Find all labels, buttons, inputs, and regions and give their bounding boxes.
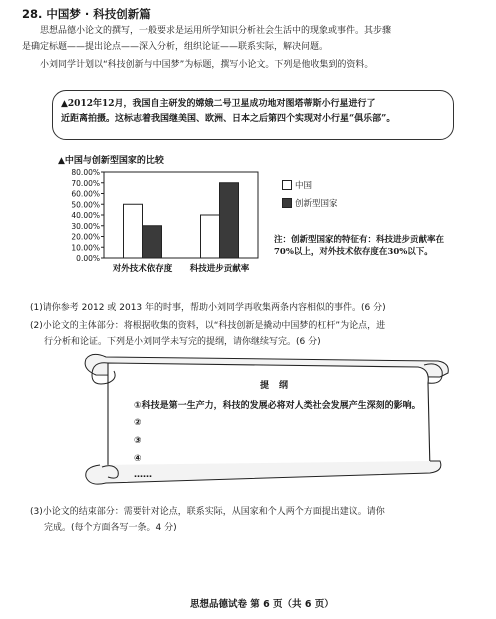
y-tick-label: 60.00% <box>71 189 100 199</box>
chart-note: 注：创新型国家的特征有：科技进步贡献率在70%以上，对外技术依存度在30%以下。 <box>274 235 445 257</box>
y-tick-label: 50.00% <box>71 200 100 210</box>
y-tick-label: 20.00% <box>71 232 100 242</box>
legend-label-china: 中国 <box>295 181 313 191</box>
x-category-label: 科技进步贡献率 <box>189 264 250 274</box>
news-line-1: ▲2012年12月，我国自主研发的嫦娥二号卫星成功地对图塔蒂斯小行星进行了 <box>61 99 376 109</box>
legend-item-china <box>282 179 312 191</box>
y-tick-label: 40.00% <box>71 211 100 220</box>
intro-line-1: 思想品德小论文的撰写，一般要求是运用所学知识分析社会生活中的现象或事件。其步骤 <box>40 26 392 36</box>
intro-line-3: 小刘同学计划以“科技创新与中国梦”为标题，撰写小论文。下列是他收集到的资料。 <box>40 60 374 70</box>
question-3-line-1: (3)小论文的结束部分：需要针对论点，联系实际，从国家和个人两个方面提出建议。请你 <box>30 507 385 517</box>
outline-item-1: ①科技是第一生产力，科技的发展必将对人类社会发展产生深刻的影响。 <box>134 401 421 411</box>
legend-swatch-innovative <box>282 198 292 208</box>
question-2-line-2: 行分析和论证。下列是小刘同学未写完的提纲，请你继续写完。(6 分) <box>44 337 321 347</box>
comparison-chart <box>60 166 270 278</box>
legend-item-innovative <box>282 197 338 209</box>
outline-item-4: ④ <box>134 454 142 464</box>
legend-label-innovative: 创新型国家 <box>295 199 338 209</box>
page-footer: 思想品德试卷 第 6 页（共 6 页） <box>190 599 334 610</box>
bar-innovative-0 <box>143 226 162 258</box>
news-line-2: 近距离拍摄。这标志着我国继美国、欧洲、日本之后第四个实现对小行星“俱乐部”。 <box>61 114 396 124</box>
legend-swatch-china <box>282 180 292 190</box>
y-tick-label: 30.00% <box>71 221 100 231</box>
news-box <box>52 90 454 140</box>
y-tick-label: 80.00% <box>71 168 100 177</box>
news-text <box>61 97 445 127</box>
question-1: (1)请你参考 2012 或 2013 年的时事，帮助小刘同学再收集两条内容相似的事件。(6 分) <box>30 303 386 313</box>
y-tick-label: 0.00% <box>76 254 100 263</box>
outline-item-3: ③ <box>134 436 142 446</box>
x-category-label: 对外技术依存度 <box>112 264 173 274</box>
outline-item-5: …… <box>134 470 152 480</box>
outline-item-2: ② <box>134 418 142 428</box>
y-tick-label: 10.00% <box>71 243 100 253</box>
chart-title: ▲中国与创新型国家的比较 <box>58 156 164 166</box>
intro-line-2: 是确定标题——提出论点——深入分析，组织论证——联系实际，解决问题。 <box>22 42 329 52</box>
question-3-line-2: 完成。(每个方面各写一条。4 分) <box>44 523 177 533</box>
bar-china-0 <box>124 204 143 258</box>
bar-china-1 <box>201 215 220 258</box>
question-title: 28. 中国梦 · 科技创新篇 <box>22 7 151 21</box>
bar-innovative-1 <box>220 183 239 258</box>
outline-title: 提纲 <box>260 381 299 391</box>
y-tick-label: 70.00% <box>71 178 100 188</box>
question-2-line-1: (2)小论文的主体部分：将根据收集的资料，以“科技创新是撬动中国梦的杠杆”为论点，进 <box>30 321 386 331</box>
